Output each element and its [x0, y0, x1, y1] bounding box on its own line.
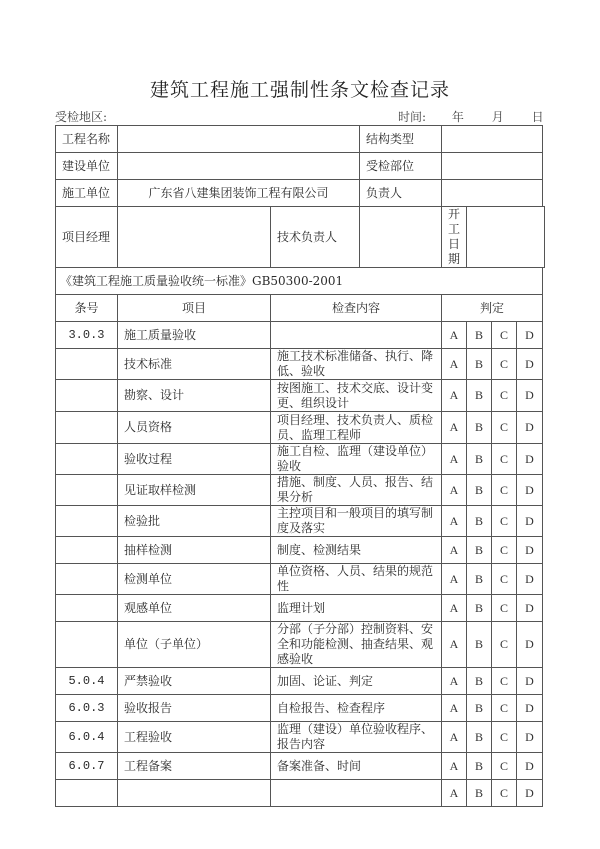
grade-option-d[interactable]: D — [517, 622, 543, 668]
table-row — [56, 780, 545, 807]
item-cell: 见证取样检测 — [118, 475, 271, 506]
item-cell: 工程备案 — [118, 753, 271, 780]
table-row — [56, 622, 545, 668]
start-date-field[interactable] — [467, 207, 545, 268]
item-cell: 技术标准 — [118, 349, 271, 380]
grade-option-d[interactable]: D — [517, 506, 543, 537]
grade-option-d[interactable]: D — [517, 444, 543, 475]
page-title: 建筑工程施工强制性条文检查记录 — [149, 79, 450, 101]
info-row-contractor — [56, 180, 545, 207]
grade-option-d[interactable]: D — [517, 780, 543, 807]
grade-option-d[interactable]: D — [517, 537, 543, 564]
grade-option-d[interactable]: D — [517, 380, 543, 412]
grade-option-a[interactable]: A — [442, 753, 467, 780]
inspection-table — [55, 125, 545, 807]
table-row — [56, 412, 545, 444]
item-cell: 观感单位 — [118, 595, 271, 622]
grade-option-c[interactable]: C — [492, 322, 517, 349]
clause-cell — [56, 349, 118, 380]
clause-cell — [56, 412, 118, 444]
person-in-charge-label: 负责人 — [360, 180, 442, 207]
grade-option-c[interactable]: C — [492, 475, 517, 506]
construction-unit-label: 建设单位 — [56, 153, 118, 180]
month-label: 月 — [491, 110, 504, 124]
item-cell: 验收过程 — [118, 444, 271, 475]
project-manager-label: 项目经理 — [56, 207, 118, 268]
grade-option-b[interactable]: B — [467, 753, 492, 780]
contractor-field[interactable]: 广东省八建集团装饰工程有限公司 — [118, 180, 360, 207]
table-row — [56, 753, 545, 780]
content-cell: 施工自检、监理（建设单位）验收 — [271, 444, 442, 475]
project-manager-field[interactable] — [118, 207, 271, 268]
grade-option-a[interactable]: A — [442, 380, 467, 412]
grade-option-d[interactable]: D — [517, 668, 543, 695]
info-row-manager — [56, 207, 545, 268]
grade-option-b[interactable]: B — [467, 322, 492, 349]
project-name-label: 工程名称 — [56, 126, 118, 153]
table-row — [56, 322, 545, 349]
person-in-charge-field[interactable] — [442, 180, 543, 207]
structure-type-label: 结构类型 — [360, 126, 442, 153]
grade-option-d[interactable]: D — [517, 412, 543, 444]
grade-option-b[interactable]: B — [467, 380, 492, 412]
table-row — [56, 722, 545, 753]
grade-option-a[interactable]: A — [442, 444, 467, 475]
clause-cell — [56, 537, 118, 564]
grade-option-b[interactable]: B — [467, 537, 492, 564]
info-row-project-name — [56, 126, 545, 153]
content-cell: 监理计划 — [271, 595, 442, 622]
grade-option-c[interactable]: C — [492, 564, 517, 595]
clause-cell — [56, 595, 118, 622]
grade-option-c[interactable]: C — [492, 444, 517, 475]
grade-option-d[interactable]: D — [517, 595, 543, 622]
grade-option-d[interactable]: D — [517, 753, 543, 780]
grade-option-a[interactable]: A — [442, 695, 467, 722]
grade-option-c[interactable]: C — [492, 595, 517, 622]
technical-lead-label: 技术负责人 — [271, 207, 360, 268]
grade-option-b[interactable]: B — [467, 412, 492, 444]
content-cell: 措施、制度、人员、报告、结果分析 — [271, 475, 442, 506]
table-row — [56, 537, 545, 564]
grade-option-c[interactable]: C — [492, 722, 517, 753]
content-cell — [271, 780, 442, 807]
item-cell: 工程验收 — [118, 722, 271, 753]
content-cell: 监理（建设）单位验收程序、报告内容 — [271, 722, 442, 753]
content-cell: 项目经理、技术负责人、质检员、监理工程师 — [271, 412, 442, 444]
content-cell: 主控项目和一般项目的填写制度及落实 — [271, 506, 442, 537]
project-name-field[interactable] — [118, 126, 360, 153]
grade-option-d[interactable]: D — [517, 722, 543, 753]
grade-option-a[interactable]: A — [442, 322, 467, 349]
grade-option-b[interactable]: B — [467, 668, 492, 695]
grade-option-a[interactable]: A — [442, 622, 467, 668]
grade-option-d[interactable]: D — [517, 475, 543, 506]
item-cell: 人员资格 — [118, 412, 271, 444]
day-label: 日 — [531, 110, 544, 124]
clause-cell — [56, 622, 118, 668]
inspected-area-label: 受检地区: — [55, 110, 108, 124]
year-label: 年 — [451, 110, 464, 124]
item-cell: 检验批 — [118, 506, 271, 537]
item-cell: 抽样检测 — [118, 537, 271, 564]
contractor-label: 施工单位 — [56, 180, 118, 207]
clause-cell: 5.0.4 — [56, 668, 118, 695]
construction-unit-field[interactable] — [118, 153, 360, 180]
clause-cell — [56, 444, 118, 475]
clause-cell: 6.0.7 — [56, 753, 118, 780]
table-row — [56, 595, 545, 622]
inspected-part-label: 受检部位 — [360, 153, 442, 180]
grade-option-a[interactable]: A — [442, 349, 467, 380]
grade-option-c[interactable]: C — [492, 537, 517, 564]
grade-option-b[interactable]: B — [467, 475, 492, 506]
content-cell: 单位资格、人员、结果的规范性 — [271, 564, 442, 595]
content-cell: 按图施工、技术交底、设计变更、组织设计 — [271, 380, 442, 412]
grade-option-c[interactable]: C — [492, 753, 517, 780]
time-label: 时间: — [398, 110, 427, 124]
table-row — [56, 506, 545, 537]
content-cell: 加固、论证、判定 — [271, 668, 442, 695]
table-row — [56, 668, 545, 695]
item-cell: 严禁验收 — [118, 668, 271, 695]
header-row — [56, 295, 545, 322]
header-judgement: 判定 — [442, 295, 543, 322]
grade-option-d[interactable]: D — [517, 695, 543, 722]
technical-lead-field[interactable] — [360, 207, 442, 268]
structure-type-field[interactable] — [442, 126, 543, 153]
grade-option-a[interactable]: A — [442, 564, 467, 595]
item-cell: 检测单位 — [118, 564, 271, 595]
grade-option-b[interactable]: B — [467, 564, 492, 595]
grade-option-b[interactable]: B — [467, 722, 492, 753]
clause-cell — [56, 380, 118, 412]
grade-option-a[interactable]: A — [442, 595, 467, 622]
grade-option-a[interactable]: A — [442, 722, 467, 753]
grade-option-c[interactable]: C — [492, 622, 517, 668]
standard-reference: 《建筑工程施工质量验收统一标准》GB50300-2001 — [56, 268, 543, 295]
clause-cell — [56, 475, 118, 506]
content-cell: 备案准备、时间 — [271, 753, 442, 780]
header-content: 检查内容 — [271, 295, 442, 322]
grade-option-c[interactable]: C — [492, 668, 517, 695]
standard-row — [56, 268, 545, 295]
clause-cell — [56, 564, 118, 595]
content-cell: 施工技术标准储备、执行、降低、验收 — [271, 349, 442, 380]
grade-option-c[interactable]: C — [492, 380, 517, 412]
grade-option-b[interactable]: B — [467, 695, 492, 722]
item-cell: 施工质量验收 — [118, 322, 271, 349]
table-row — [56, 444, 545, 475]
grade-option-d[interactable]: D — [517, 322, 543, 349]
table-row — [56, 380, 545, 412]
inspection-rows — [56, 322, 545, 807]
table-row — [56, 349, 545, 380]
grade-option-a[interactable]: A — [442, 537, 467, 564]
date-line — [398, 108, 568, 125]
grade-option-b[interactable]: B — [467, 780, 492, 807]
grade-option-b[interactable]: B — [467, 349, 492, 380]
start-date-label: 开工日期 — [442, 207, 467, 268]
inspected-part-field[interactable] — [442, 153, 543, 180]
table-row — [56, 564, 545, 595]
info-section — [56, 126, 545, 322]
table-row — [56, 475, 545, 506]
content-cell: 分部（子分部）控制资料、安全和功能检测、抽查结果、观感验收 — [271, 622, 442, 668]
grade-option-a[interactable]: A — [442, 668, 467, 695]
table-row — [56, 695, 545, 722]
clause-cell — [56, 780, 118, 807]
item-cell: 勘察、设计 — [118, 380, 271, 412]
item-cell — [118, 780, 271, 807]
grade-option-c[interactable]: C — [492, 506, 517, 537]
grade-option-a[interactable]: A — [442, 780, 467, 807]
grade-option-c[interactable]: C — [492, 695, 517, 722]
clause-cell: 6.0.4 — [56, 722, 118, 753]
grade-option-a[interactable]: A — [442, 412, 467, 444]
grade-option-c[interactable]: C — [492, 412, 517, 444]
clause-cell: 3.0.3 — [56, 322, 118, 349]
content-cell: 自检报告、检查程序 — [271, 695, 442, 722]
grade-option-b[interactable]: B — [467, 622, 492, 668]
grade-option-a[interactable]: A — [442, 475, 467, 506]
header-item: 项目 — [118, 295, 271, 322]
grade-option-b[interactable]: B — [467, 595, 492, 622]
info-row-construction-unit — [56, 153, 545, 180]
header-clause: 条号 — [56, 295, 118, 322]
grade-option-c[interactable]: C — [492, 780, 517, 807]
grade-option-d[interactable]: D — [517, 564, 543, 595]
content-cell — [271, 322, 442, 349]
grade-option-b[interactable]: B — [467, 444, 492, 475]
grade-option-a[interactable]: A — [442, 506, 467, 537]
item-cell: 单位（子单位） — [118, 622, 271, 668]
content-cell: 制度、检测结果 — [271, 537, 442, 564]
grade-option-b[interactable]: B — [467, 506, 492, 537]
grade-option-c[interactable]: C — [492, 349, 517, 380]
grade-option-d[interactable]: D — [517, 349, 543, 380]
clause-cell — [56, 506, 118, 537]
item-cell: 验收报告 — [118, 695, 271, 722]
clause-cell: 6.0.3 — [56, 695, 118, 722]
